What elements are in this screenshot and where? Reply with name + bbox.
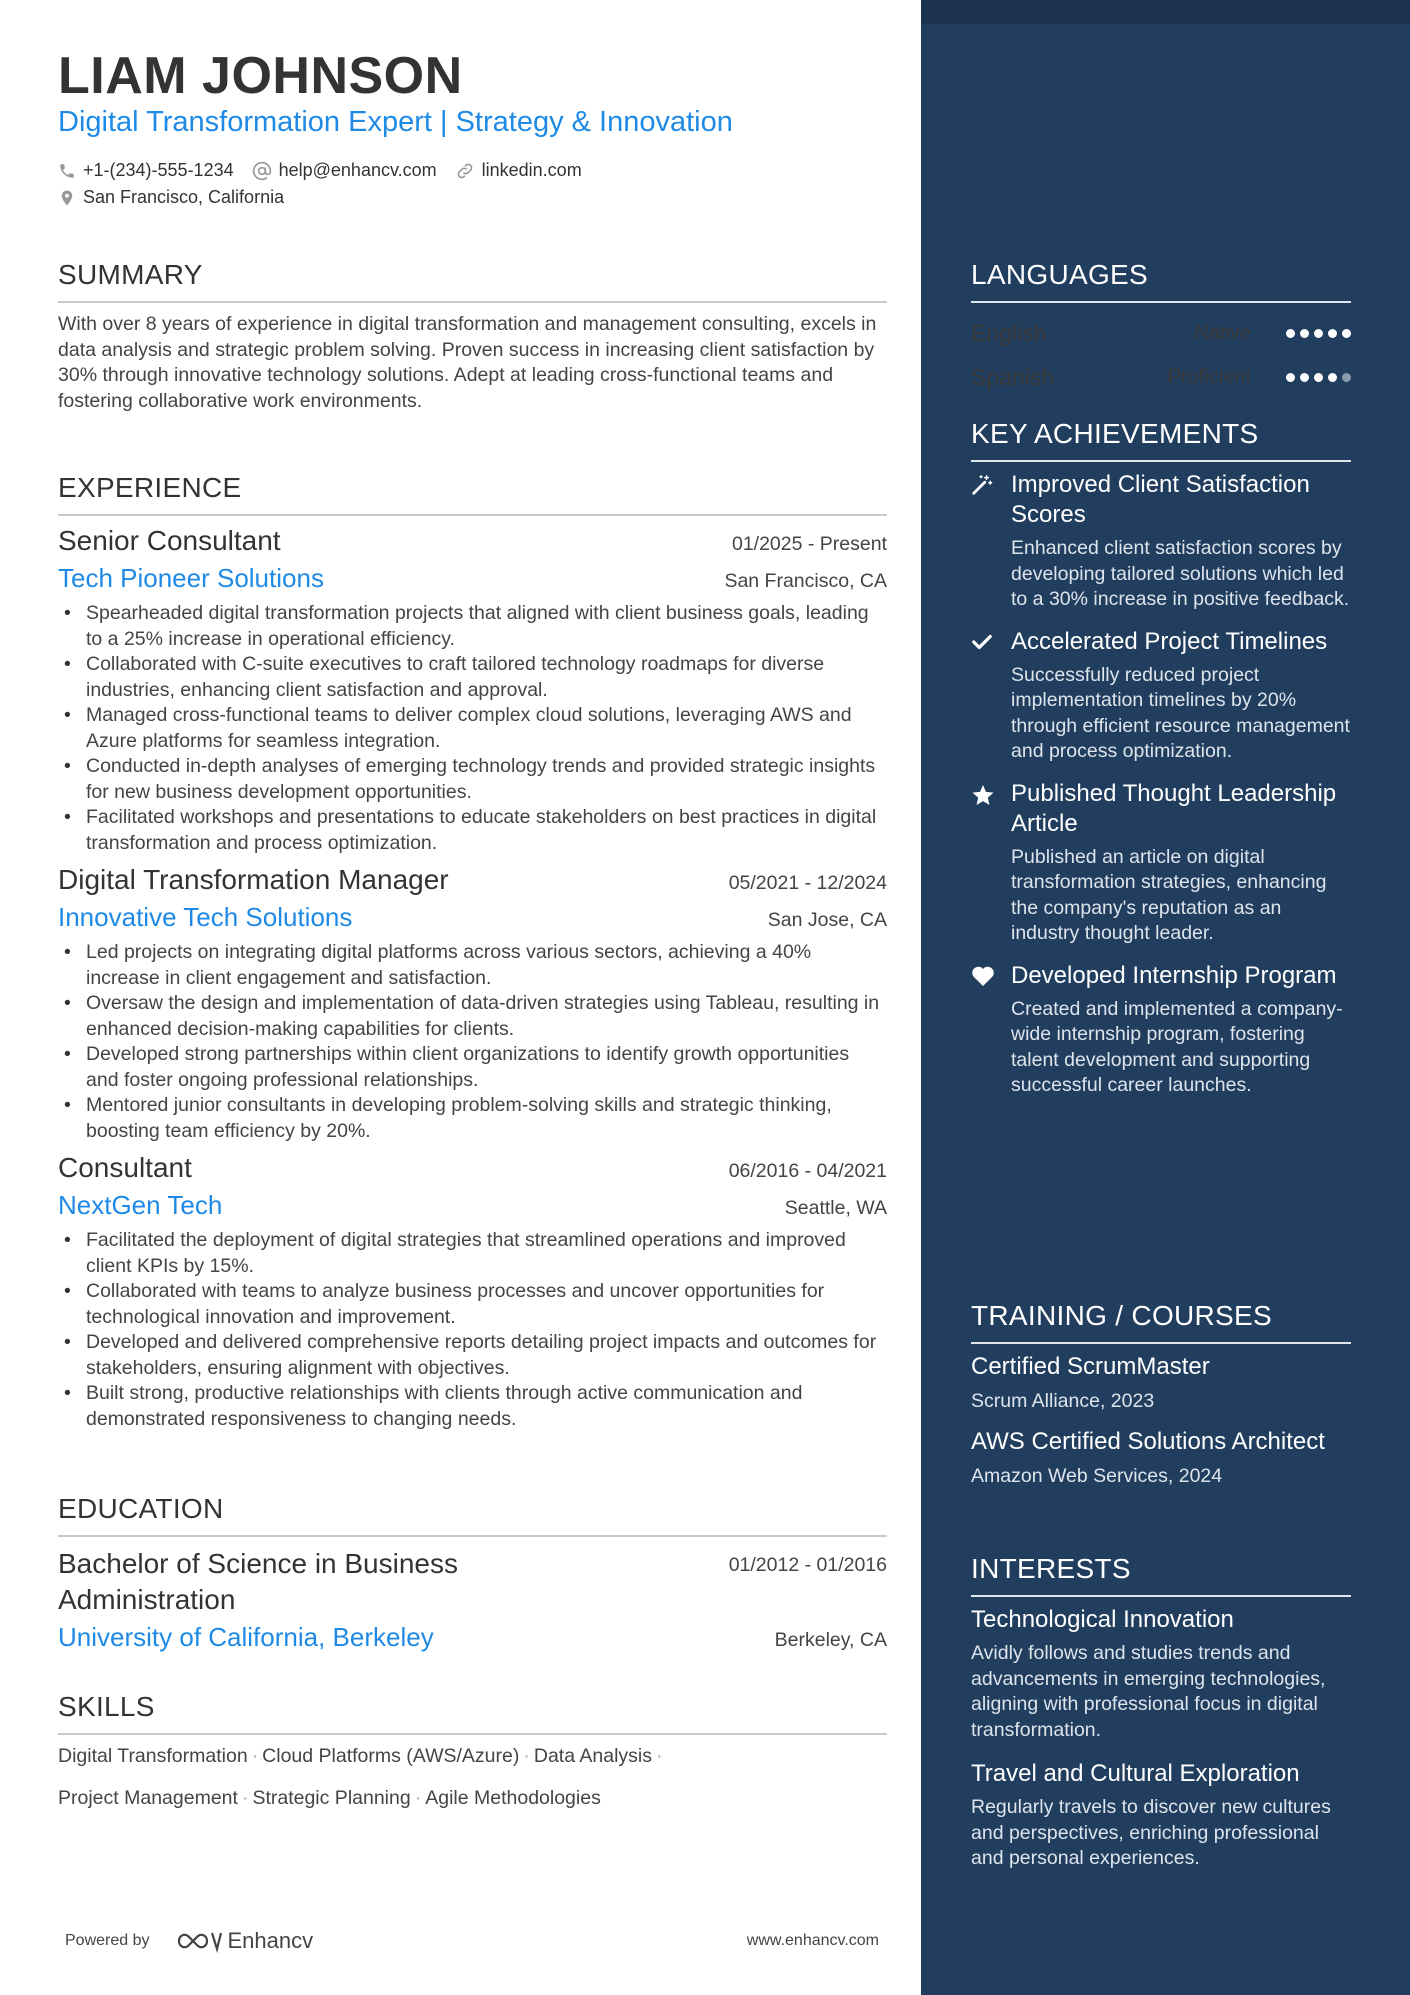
- bullet-item: • Collaborated with teams to analyze business processes and uncover opportunities for technological innovation and improvement.: [58, 1279, 887, 1330]
- rating-dot: [1328, 329, 1337, 338]
- footer: [65, 1928, 879, 1954]
- achievement-desc: Enhanced client satisfaction scores by developing tailored solutions which led to a 30% increase in positive feedback.: [1011, 537, 1350, 610]
- language-name: Spanish: [971, 363, 1055, 390]
- skill-tag: Data Analysis: [533, 1745, 653, 1767]
- bullet-item: • Facilitated workshops and presentations to educate stakeholders on best practices in digital transformation and process optimization.: [58, 805, 887, 856]
- linkedin-url: linkedin.com: [481, 160, 582, 180]
- contact-info: [58, 157, 600, 211]
- rating-dot: [1300, 329, 1309, 338]
- bullet-item: • Conducted in-depth analyses of emerging technology trends and provided strategic insights for new business development opportunities.: [58, 754, 887, 805]
- heart-icon: [971, 965, 995, 987]
- job-dates: 01/2025 - Present: [731, 533, 887, 555]
- achievement-title: Improved Client Satisfaction Scores: [1011, 471, 1310, 528]
- achievement-item: [971, 961, 1351, 1099]
- skill-tag: Digital Transformation: [58, 1745, 248, 1767]
- skill-tag: Agile Methodologies: [425, 1787, 601, 1809]
- skill-separator: ·: [414, 1787, 422, 1809]
- skills-row: [58, 1735, 887, 1777]
- magic-wand-icon: [971, 474, 993, 496]
- achievements-section: [971, 418, 1351, 1113]
- degree-line: Bachelor of Science in Business: [58, 1548, 458, 1579]
- summary-section: [58, 259, 887, 414]
- summary-title: SUMMARY: [58, 259, 887, 303]
- school-name: University of California, Berkeley: [58, 1622, 434, 1652]
- enhancv-logo-icon: [176, 1929, 222, 1953]
- footer-url[interactable]: www.enhancv.com: [746, 1932, 879, 1949]
- phone-contact[interactable]: [58, 160, 234, 181]
- bullet-item: • Built strong, productive relationships with clients through active communication and demonstrated responsiveness to changing needs.: [58, 1381, 887, 1432]
- skill-tag: Strategic Planning: [252, 1787, 411, 1809]
- interest-title: Technological Innovation: [971, 1606, 1234, 1633]
- job-location: San Jose, CA: [767, 909, 887, 931]
- skill-separator: ·: [656, 1745, 663, 1767]
- language-name: English: [971, 319, 1047, 346]
- link-icon: [455, 161, 475, 181]
- achievement-title: Developed Internship Program: [1011, 961, 1337, 989]
- email-address: help@enhancv.com: [278, 160, 437, 180]
- education-title: EDUCATION: [58, 1493, 887, 1537]
- location-text: San Francisco, California: [83, 187, 285, 207]
- linkedin-contact[interactable]: [455, 160, 582, 181]
- achievement-title: Accelerated Project Timelines: [1011, 627, 1328, 655]
- course-provider: Amazon Web Services, 2024: [971, 1465, 1223, 1487]
- achievement-desc: Created and implemented a company-wide internship program, fostering talent development and supporting successful career launches.: [1011, 997, 1343, 1096]
- training-section: [971, 1300, 1351, 1502]
- degree-line: Administration: [58, 1584, 236, 1615]
- brand-logo[interactable]: [176, 1928, 314, 1954]
- interest-desc: Avidly follows and studies trends and advancements in emerging technologies, aligning with professional focus in digital transformation.: [971, 1642, 1326, 1741]
- skill-tag: Cloud Platforms (AWS/Azure): [262, 1745, 520, 1767]
- achievement-title: Published Thought Leadership Article: [1011, 779, 1337, 837]
- job-title: Senior Consultant: [58, 525, 281, 556]
- job-dates: 06/2016 - 04/2021: [728, 1160, 887, 1182]
- interest-item: [971, 1605, 1351, 1743]
- job-title: Consultant: [58, 1152, 192, 1183]
- course-provider: Scrum Alliance, 2023: [971, 1390, 1155, 1412]
- course-title: AWS Certified Solutions Architect: [971, 1428, 1325, 1455]
- education-section: [58, 1493, 887, 1653]
- language-item: [971, 355, 1351, 399]
- achievement-item: [971, 470, 1351, 613]
- job-company: NextGen Tech: [58, 1190, 223, 1220]
- candidate-name: LIAM JOHNSON: [58, 47, 463, 105]
- job-entry: [58, 864, 887, 1144]
- bullet-item: • Mentored junior consultants in developing problem-solving skills and strategic thinking, boosting team efficiency by 20%.: [58, 1093, 887, 1144]
- brand-name: Enhancv: [227, 1928, 314, 1953]
- languages-title: LANGUAGES: [971, 259, 1351, 303]
- bullet-item: • Developed strong partnerships within client organizations to identify growth opportunities and foster ongoing professional relationships.: [58, 1042, 887, 1093]
- rating-dot: [1286, 329, 1295, 338]
- bullet-item: • Led projects on integrating digital platforms across various sectors, achieving a 40% increase in client engagement and satisfaction.: [58, 940, 887, 991]
- rating-dot: [1314, 329, 1323, 338]
- language-rating: [1281, 329, 1351, 338]
- job-company: Innovative Tech Solutions: [58, 902, 353, 932]
- rating-dot: [1328, 373, 1337, 382]
- languages-section: [971, 259, 1351, 399]
- interests-title: INTERESTS: [971, 1553, 1351, 1597]
- rating-dot: [1342, 329, 1351, 338]
- course-item: [971, 1352, 1351, 1413]
- education-dates: 01/2012 - 01/2016: [728, 1554, 887, 1576]
- phone-number: +1-(234)-555-1234: [83, 160, 234, 180]
- headline: Digital Transformation Expert | Strategy & Innovation: [58, 106, 733, 138]
- course-item: [971, 1427, 1351, 1488]
- job-bullets: [58, 601, 887, 856]
- summary-text: With over 8 years of experience in digital transformation and management consulting, excels in data analysis and strategic problem solving. Proven success in increasing client satisfaction by 30% through innovative technology solutions. Adept at leading cross-functional teams and fostering collaborative work environments.: [58, 313, 877, 412]
- interests-section: [971, 1553, 1351, 1888]
- bullet-item: • Managed cross-functional teams to deliver complex cloud solutions, leveraging AWS and Azure platforms for seamless integration.: [58, 703, 887, 754]
- training-title: TRAINING / COURSES: [971, 1300, 1351, 1344]
- interest-item: [971, 1759, 1351, 1872]
- interest-title: Travel and Cultural Exploration: [971, 1760, 1300, 1787]
- skill-separator: ·: [241, 1787, 249, 1809]
- degree-title: [58, 1546, 458, 1618]
- location-contact: [58, 187, 284, 208]
- job-bullets: [58, 1228, 887, 1432]
- job-location: San Francisco, CA: [724, 570, 887, 592]
- skill-separator: ·: [523, 1745, 530, 1767]
- achievement-item: [971, 627, 1351, 765]
- sidebar-top-bar: [921, 0, 1410, 24]
- skills-section: [58, 1691, 887, 1819]
- location-pin-icon: [58, 188, 76, 208]
- rating-dot: [1286, 373, 1295, 382]
- language-level: Native: [1194, 321, 1251, 344]
- school-location: Berkeley, CA: [774, 1629, 887, 1651]
- phone-icon: [58, 162, 76, 180]
- job-bullets: [58, 940, 887, 1144]
- job-company: Tech Pioneer Solutions: [58, 563, 324, 593]
- powered-by-label: Powered by: [65, 1932, 150, 1949]
- skill-tag: Project Management: [58, 1787, 238, 1809]
- language-rating: [1281, 373, 1351, 382]
- course-title: Certified ScrumMaster: [971, 1353, 1210, 1380]
- achievements-title: KEY ACHIEVEMENTS: [971, 418, 1351, 462]
- achievement-desc: Published an article on digital transformation strategies, enhancing the company's reputation as an industry thought leader.: [1011, 845, 1327, 944]
- bullet-item: • Spearheaded digital transformation projects that aligned with client business goals, leading to a 25% increase in operational efficiency.: [58, 601, 887, 652]
- experience-title: EXPERIENCE: [58, 472, 887, 516]
- language-item: [971, 311, 1351, 355]
- interest-desc: Regularly travels to discover new cultures and perspectives, enriching professional and personal experiences.: [971, 1796, 1331, 1869]
- job-entry: [58, 1152, 887, 1432]
- bullet-item: • Oversaw the design and implementation of data-driven strategies using Tableau, resulting in enhanced decision-making capabilities for clients.: [58, 991, 887, 1042]
- bullet-item: • Developed and delivered comprehensive reports detailing project impacts and outcomes for stakeholders, ensuring alignment with objectives.: [58, 1330, 887, 1381]
- email-contact[interactable]: [252, 160, 437, 181]
- skills-title: SKILLS: [58, 1691, 887, 1735]
- rating-dot: [1300, 373, 1309, 382]
- skill-separator: ·: [251, 1745, 259, 1767]
- achievement-item: [971, 779, 1351, 947]
- job-dates: 05/2021 - 12/2024: [728, 872, 887, 894]
- star-icon: [971, 783, 995, 807]
- bullet-item: • Collaborated with C-suite executives to craft tailored technology roadmaps for diverse industries, enhancing client satisfaction and approval.: [58, 652, 887, 703]
- job-location: Seattle, WA: [784, 1197, 887, 1219]
- job-entry: [58, 525, 887, 856]
- achievement-desc: Successfully reduced project implementation timelines by 20% through efficient resource management and process optimization.: [1011, 663, 1350, 762]
- experience-section: [58, 472, 887, 1440]
- skills-row: [58, 1777, 887, 1819]
- checkmark-icon: [971, 631, 993, 653]
- rating-dot: [1314, 373, 1323, 382]
- job-title: Digital Transformation Manager: [58, 864, 449, 895]
- at-icon: [252, 161, 272, 181]
- rating-dot: [1342, 373, 1351, 382]
- bullet-item: • Facilitated the deployment of digital strategies that streamlined operations and improved client KPIs by 15%.: [58, 1228, 887, 1279]
- language-level: Proficient: [1167, 365, 1251, 388]
